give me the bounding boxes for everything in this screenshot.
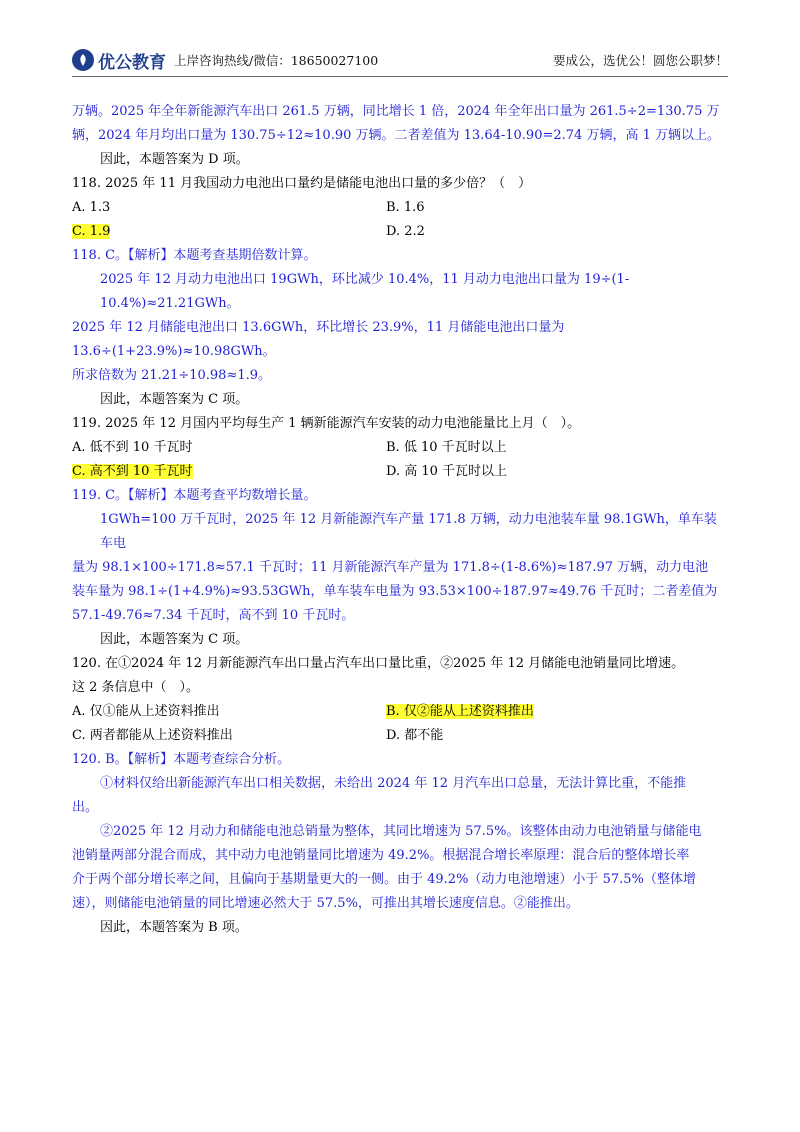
hotline-text: 上岸咨询热线/微信：18650027100 [174, 53, 379, 68]
option-119-c-correct: C. 高不到 10 千瓦时 [72, 464, 193, 479]
logo-icon [72, 49, 94, 71]
question-120: 120. 在①2024 年 12 月新能源汽车出口量占汽车出口量比重，②2025 年 12 月储能电池销量同比增速。 [72, 656, 685, 671]
option-120-b-correct: B. 仅②能从上述资料推出 [386, 704, 534, 719]
intro-line: 辆，2024 年月均出口量为 130.75÷12≈10.90 万辆。二者差值为 13.64-10.90=2.74 万辆，高 1 万辆以上。 [72, 128, 720, 143]
explanation-118: 2025 年 12 月储能电池出口 13.6GWh，环比增长 23.9%，11 月储能电池出口量为 13.6÷(1+23.9%)≈10.98GWh。 [72, 320, 565, 359]
explanation-119: 装车量为 98.1÷(1+4.9%)≈93.53GWh，单车装车电量为 93.53×100÷187.97≈49.76 千瓦时；二者差值为 [72, 584, 718, 599]
explanation-120: 出。 [72, 800, 99, 815]
question-120: 这 2 条信息中（ ）。 [72, 680, 200, 695]
conclusion-119: 因此，本题答案为 C 项。 [100, 632, 249, 647]
option-119-a: A. 低不到 10 千瓦时 [72, 440, 193, 455]
logo-emblem-icon [75, 52, 91, 68]
page-header [72, 44, 728, 77]
explanation-119: 57.1-49.76≈7.34 千瓦时，高不到 10 千瓦时。 [72, 608, 355, 623]
intro-line: 万辆。2025 年全年新能源汽车出口 261.5 万辆，同比增长 1 倍，2024 年全年出口量为 261.5÷2=130.75 万 [72, 104, 720, 119]
option-119-d: D. 高 10 千瓦时以上 [386, 464, 508, 479]
explanation-119: 量为 98.1×100÷171.8≈57.1 千瓦时；11 月新能源汽车产量为 171.8÷(1-8.6%)≈187.97 万辆，动力电池 [72, 560, 709, 575]
logo-text: 优公教育 [98, 52, 166, 73]
intro-conclusion: 因此，本题答案为 D 项。 [100, 152, 249, 167]
explanation-119: 1GWh=100 万千瓦时，2025 年 12 月新能源汽车产量 171.8 万辆，动力电池装车量 98.1GWh，单车装车电 [100, 512, 717, 551]
explanation-120: 池销量两部分混合而成，其中动力电池销量同比增速为 49.2%。根据混合增长率原理：混合后的整体增长率 [72, 848, 690, 863]
options-119 [72, 436, 700, 484]
explanation-118: 2025 年 12 月动力电池出口 19GWh，环比减少 10.4%，11 月动力电池出口量为 19÷(1-10.4%)≈21.21GWh。 [100, 272, 630, 311]
explanation-120: 速），则储能电池销量的同比增速必然大于 57.5%，可推出其增长速度信息。②能推出。 [72, 896, 579, 911]
conclusion-118: 因此，本题答案为 C 项。 [100, 392, 249, 407]
answer-line-120: 120. B。【解析】本题考查综合分析。 [72, 752, 291, 767]
explanation-118: 所求倍数为 21.21÷10.98≈1.9。 [72, 368, 272, 383]
option-118-d: D. 2.2 [386, 224, 425, 239]
option-120-c: C. 两者都能从上述资料推出 [72, 728, 233, 743]
options-120 [72, 700, 700, 748]
options-118 [72, 196, 700, 244]
question-119: 119. 2025 年 12 月国内平均每生产 1 辆新能源汽车安装的动力电池能量比上月（ ）。 [72, 416, 581, 431]
explanation-120: 介于两个部分增长率之间，且偏向于基期量更大的一侧。由于 49.2%（动力电池增速）小于 57.5%（整体增 [72, 872, 696, 887]
answer-line-118: 118. C。【解析】本题考查基期倍数计算。 [72, 248, 317, 263]
document-body [72, 100, 728, 940]
explanation-120: ②2025 年 12 月动力和储能电池总销量为整体，其同比增速为 57.5%。该整体由动力电池销量与储能电 [100, 824, 702, 839]
question-118: 118. 2025 年 11 月我国动力电池出口量约是储能电池出口量的多少倍？（ ） [72, 176, 532, 191]
slogan-text: 要成公，选优公！圆您公职梦！ [552, 53, 728, 68]
header-left [72, 48, 378, 73]
option-118-a: A. 1.3 [72, 200, 111, 215]
option-118-b: B. 1.6 [386, 200, 425, 215]
conclusion-120: 因此，本题答案为 B 项。 [100, 920, 248, 935]
option-120-a: A. 仅①能从上述资料推出 [72, 704, 220, 719]
option-119-b: B. 低 10 千瓦时以上 [386, 440, 507, 455]
answer-line-119: 119. C。【解析】本题考查平均数增长量。 [72, 488, 317, 503]
option-120-d: D. 都不能 [386, 728, 444, 743]
option-118-c-correct: C. 1.9 [72, 224, 111, 239]
explanation-120: ①材料仅给出新能源汽车出口相关数据，未给出 2024 年 12 月汽车出口总量，无法计算比重，不能推 [100, 776, 687, 791]
